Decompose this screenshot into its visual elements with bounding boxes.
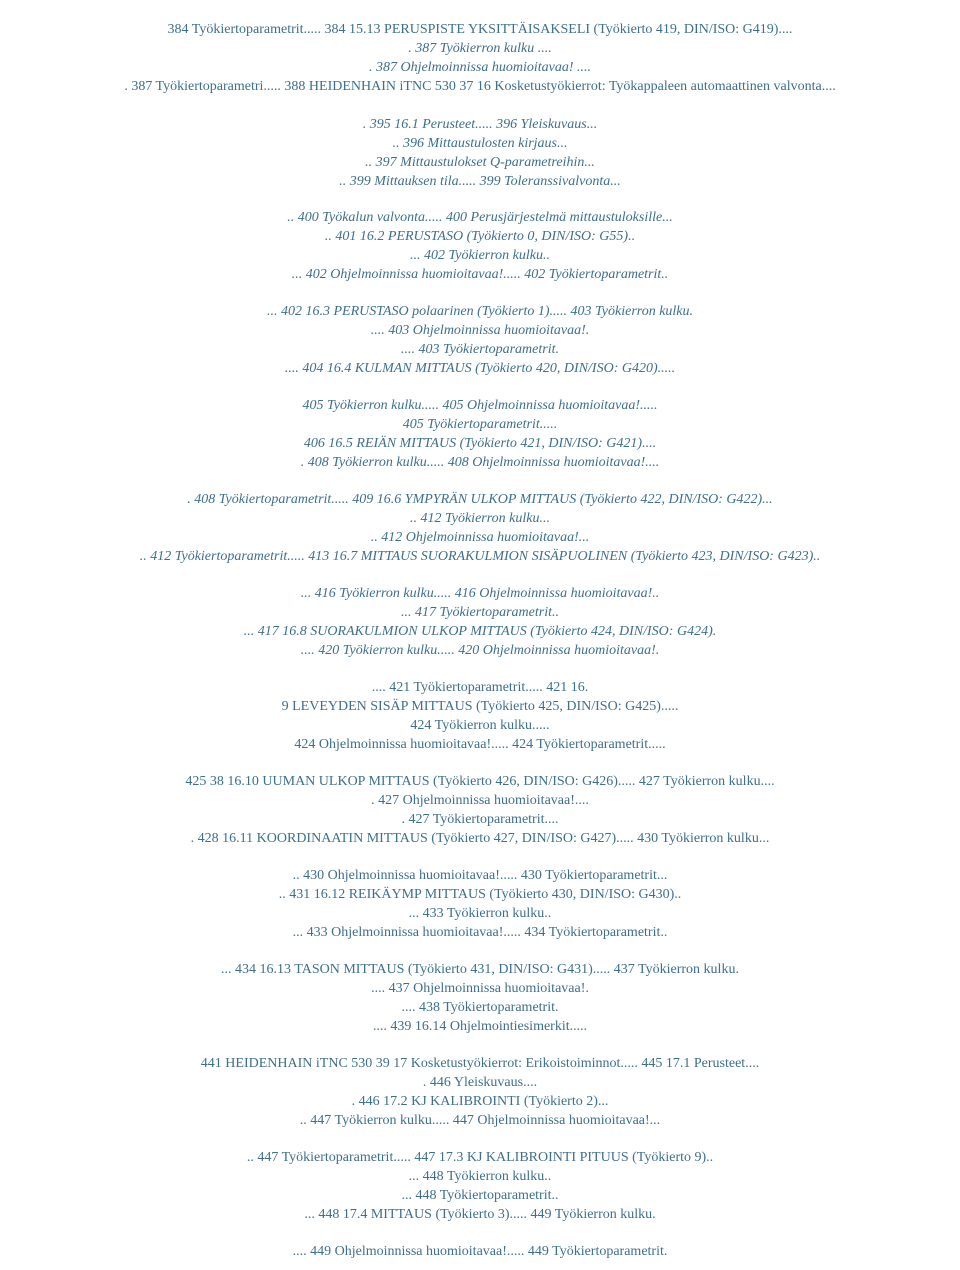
toc-line: . 387 Työkierron kulku .... — [408, 41, 552, 56]
toc-line: ... 433 Ohjelmoinnissa huomioitavaa!..... 434 Työkiertoparametrit.. — [292, 925, 668, 940]
toc-line: . 427 Työkiertoparametrit.... — [401, 812, 559, 827]
toc-line: 424 Ohjelmoinnissa huomioitavaa!..... 424 Työkiertoparametrit..... — [294, 737, 666, 752]
toc-line: . 395 16.1 Perusteet..... 396 Yleiskuvaus... — [362, 117, 598, 132]
toc-line: .... 421 Työkiertoparametrit..... 421 16. — [371, 680, 589, 695]
toc-line: . 446 Yleiskuvaus.... — [422, 1075, 538, 1090]
toc-line: .... 449 Ohjelmoinnissa huomioitavaa!..... 449 Työkiertoparametrit. — [292, 1244, 668, 1259]
toc-line: .. 401 16.2 PERUSTASO (Työkierto 0, DIN/ISO: G55).. — [324, 229, 636, 244]
toc-line: .. 396 Mittaustulosten kirjaus... — [392, 136, 568, 151]
toc-line: .. 447 Työkierron kulku..... 447 Ohjelmoinnissa huomioitavaa!... — [299, 1113, 661, 1128]
toc-line: ... 434 16.13 TASON MITTAUS (Työkierto 431, DIN/ISO: G431)..... 437 Työkierron kulku. — [221, 962, 739, 977]
toc-line: .. 412 Työkierron kulku... — [410, 511, 550, 526]
toc-line: .. 412 Työkiertoparametrit..... 413 16.7 MITTAUS SUORAKULMION SISÄPUOLINEN (Työkierto 423, DIN/ISO: G423).. — [139, 549, 821, 564]
toc-line: .. 399 Mittauksen tila..... 399 Toleranssivalvonta... — [339, 174, 621, 189]
toc-line: 424 Työkierron kulku..... — [410, 718, 550, 733]
toc-line: . 387 Ohjelmoinnissa huomioitavaa! .... — [368, 60, 592, 75]
toc-line: .... 439 16.14 Ohjelmointiesimerkit..... — [372, 1019, 588, 1034]
toc-line: ... 433 Työkierron kulku.. — [408, 906, 552, 921]
toc-line: . 427 Ohjelmoinnissa huomioitavaa!.... — [371, 793, 589, 808]
toc-line: .. 400 Työkalun valvonta..... 400 Perusjärjestelmä mittaustuloksille... — [287, 210, 673, 225]
toc-line: .. 431 16.12 REIKÄYMP MITTAUS (Työkierto 430, DIN/ISO: G430).. — [278, 887, 682, 902]
toc-line: ... 448 Työkiertoparametrit.. — [401, 1188, 559, 1203]
toc-line: 9 LEVEYDEN SISÄP MITTAUS (Työkierto 425, DIN/ISO: G425)..... — [281, 699, 679, 714]
toc-line: .... 438 Työkiertoparametrit. — [401, 1000, 559, 1015]
toc-line: . 428 16.11 KOORDINAATIN MITTAUS (Työkierto 427, DIN/ISO: G427)..... 430 Työkierron kulku... — [190, 831, 770, 846]
toc-line: ... 416 Työkierron kulku..... 416 Ohjelmoinnissa huomioitavaa!.. — [300, 586, 660, 601]
toc-line: .. 412 Ohjelmoinnissa huomioitavaa!... — [370, 530, 590, 545]
toc-line: . 446 17.2 KJ KALIBROINTI (Työkierto 2)... — [351, 1094, 609, 1109]
toc-line: .... 420 Työkierron kulku..... 420 Ohjelmoinnissa huomioitavaa!. — [300, 643, 660, 658]
toc-line: 384 Työkiertoparametrit..... 384 15.13 PERUSPISTE YKSITTÄISAKSELI (Työkierto 419, DIN/ISO: G419).... — [167, 22, 793, 37]
toc-line: .... 437 Ohjelmoinnissa huomioitavaa!. — [371, 981, 589, 996]
toc-line: . 408 Työkiertoparametrit..... 409 16.6 YMPYRÄN ULKOP MITTAUS (Työkierto 422, DIN/ISO: G422)... — [187, 492, 773, 507]
toc-line: . 387 Työkiertoparametri..... 388 HEIDENHAIN iTNC 530 37 16 Kosketustyökierrot: Työkappaleen automaattinen valvonta.... — [124, 79, 836, 94]
toc-line: .... 403 Ohjelmoinnissa huomioitavaa!. — [370, 323, 590, 338]
toc-line: 441 HEIDENHAIN iTNC 530 39 17 Kosketustyökierrot: Erikoistoiminnot..... 445 17.1 Perusteet.... — [200, 1056, 760, 1071]
toc-line: ... 402 Ohjelmoinnissa huomioitavaa!..... 402 Työkiertoparametrit.. — [291, 267, 669, 282]
toc-line: ... 448 17.4 MITTAUS (Työkierto 3)..... 449 Työkierron kulku. — [304, 1207, 656, 1222]
toc-line: ... 448 Työkierron kulku.. — [408, 1169, 552, 1184]
toc-line: ... 402 16.3 PERUSTASO polaarinen (Työkierto 1)..... 403 Työkierron kulku. — [266, 304, 694, 319]
toc-line: .... 404 16.4 KULMAN MITTAUS (Työkierto 420, DIN/ISO: G420)..... — [284, 361, 676, 376]
toc-line: ... 402 Työkierron kulku.. — [410, 248, 550, 263]
toc-line: .. 397 Mittaustulokset Q-parametreihin... — [365, 155, 595, 170]
toc-line: ... 417 Työkiertoparametrit.. — [400, 605, 559, 620]
toc-line: 405 Työkierron kulku..... 405 Ohjelmoinnissa huomioitavaa!..... — [302, 398, 658, 413]
toc-line: . 408 Työkierron kulku..... 408 Ohjelmoinnissa huomioitavaa!.... — [300, 455, 660, 470]
toc-line: .. 447 Työkiertoparametrit..... 447 17.3 KJ KALIBROINTI PITUUS (Työkierto 9).. — [246, 1150, 714, 1165]
toc-line: 425 38 16.10 UUMAN ULKOP MITTAUS (Työkierto 426, DIN/ISO: G426)..... 427 Työkierron kulku.... — [185, 774, 775, 789]
toc-line: .... 403 Työkiertoparametrit. — [400, 342, 559, 357]
toc-line: ... 417 16.8 SUORAKULMION ULKOP MITTAUS (Työkierto 424, DIN/ISO: G424). — [243, 624, 717, 639]
toc-line: 406 16.5 REIÄN MITTAUS (Työkierto 421, DIN/ISO: G421).... — [303, 436, 657, 451]
toc-line: .. 430 Ohjelmoinnissa huomioitavaa!..... 430 Työkiertoparametrit... — [292, 868, 668, 883]
toc-line: 405 Työkiertoparametrit..... — [402, 417, 558, 432]
